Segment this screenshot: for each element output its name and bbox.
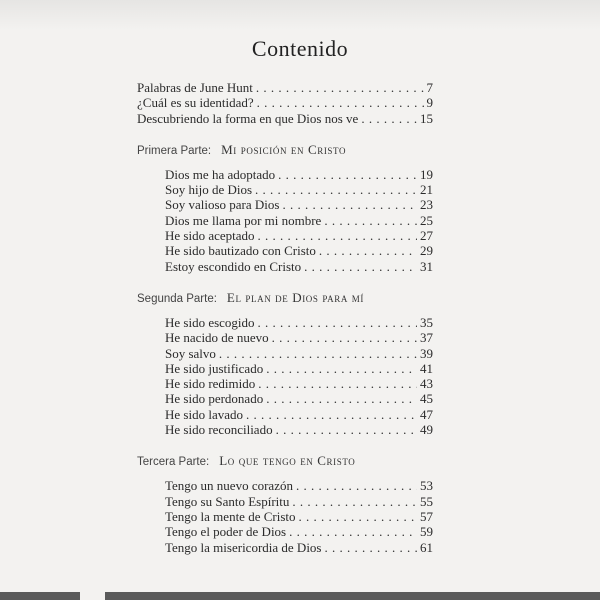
intro-section <box>137 80 433 126</box>
toc-entry-page: 55 <box>420 493 433 509</box>
toc-entry <box>165 422 433 437</box>
toc-entry <box>137 80 433 95</box>
leader-dots <box>256 80 424 95</box>
toc-entry-page: 35 <box>420 314 433 330</box>
part-title: El plan de Dios para mí <box>226 289 364 305</box>
leader-dots <box>292 494 417 509</box>
toc-entry <box>165 259 433 274</box>
toc-entry <box>165 330 433 345</box>
leader-dots <box>278 167 417 182</box>
toc-entry-label: He sido escogido <box>165 314 255 330</box>
toc-entry-label: Descubriendo la forma en que Dios nos ve <box>137 110 359 126</box>
toc-entry <box>165 509 433 524</box>
toc-entry <box>165 478 433 493</box>
toc-entry-label: Soy valioso para Dios <box>165 197 280 213</box>
toc-entry-page: 45 <box>420 391 433 407</box>
leader-dots <box>258 376 417 391</box>
toc-entry-label: He sido perdonado <box>165 391 264 407</box>
toc-entry-page: 31 <box>420 258 433 274</box>
toc-entry-page: 7 <box>426 80 433 95</box>
toc-entry <box>165 213 433 228</box>
leader-dots <box>289 524 417 539</box>
page-bottom-edge <box>0 592 600 600</box>
toc-entry-label: He sido reconciliado <box>165 422 273 438</box>
toc-entry-page: 61 <box>420 539 433 555</box>
leader-dots <box>299 509 417 524</box>
toc-entry <box>165 182 433 197</box>
part-title: Lo que tengo en Cristo <box>219 453 356 469</box>
toc-entry-label: He sido redimido <box>165 376 256 392</box>
toc-entry <box>165 376 433 391</box>
toc-entry-page: 19 <box>420 166 433 182</box>
part-title: Mi posición en Cristo <box>221 141 347 157</box>
toc-entry-label: He sido lavado <box>165 406 243 422</box>
toc-entry-page: 41 <box>420 360 433 376</box>
toc-entry-page: 21 <box>420 182 433 198</box>
toc-entry <box>165 407 433 422</box>
toc-entry-label: Soy hijo de Dios <box>165 182 253 198</box>
toc-entry-page: 9 <box>426 95 433 111</box>
toc-entry-page: 49 <box>420 422 433 438</box>
toc-entry <box>165 243 433 258</box>
toc-entry <box>165 197 433 212</box>
leader-dots <box>319 243 417 258</box>
toc-entry <box>165 361 433 376</box>
leader-dots <box>304 259 417 274</box>
toc-entry-label: Dios me llama por mi nombre <box>165 212 322 228</box>
part-label: Tercera Parte: <box>137 456 210 469</box>
toc-entry-label: Palabras de June Hunt <box>137 80 253 95</box>
toc-entry <box>165 167 433 182</box>
leader-dots <box>276 422 417 437</box>
part-label: Primera Parte: <box>137 144 212 157</box>
leader-dots <box>255 182 417 197</box>
toc-entry-label: He sido justificado <box>165 360 264 376</box>
toc-entry <box>165 346 433 361</box>
leader-dots <box>272 330 417 345</box>
toc-entry-label: He sido aceptado <box>165 228 255 244</box>
part-heading <box>137 142 433 159</box>
toc-entry-page: 25 <box>420 212 433 228</box>
leader-dots <box>361 111 417 126</box>
leader-dots <box>246 407 417 422</box>
part-entries <box>137 167 433 274</box>
table-of-contents <box>137 80 433 555</box>
toc-entry <box>165 494 433 509</box>
toc-entry-page: 47 <box>420 406 433 422</box>
toc-entry <box>165 391 433 406</box>
part-heading <box>137 453 433 470</box>
toc-entry-label: Soy salvo <box>165 345 216 361</box>
toc-entry-label: He sido bautizado con Cristo <box>165 243 316 259</box>
toc-entry-label: Tengo el poder de Dios <box>165 524 287 540</box>
toc-entry <box>165 540 433 555</box>
part-entries <box>137 478 433 554</box>
part-entries <box>137 315 433 437</box>
toc-entry-label: Dios me ha adoptado <box>165 166 276 182</box>
toc-entry-page: 27 <box>420 228 433 244</box>
leader-dots <box>219 346 417 361</box>
part-label: Segunda Parte: <box>137 292 217 305</box>
toc-entry-label: Tengo la mente de Cristo <box>165 508 296 524</box>
edge-gap <box>80 592 105 600</box>
toc-entry <box>165 524 433 539</box>
toc-entry-page: 15 <box>420 110 433 126</box>
toc-entry-label: He nacido de nuevo <box>165 330 269 346</box>
toc-entry <box>165 315 433 330</box>
toc-entry-page: 43 <box>420 376 433 392</box>
leader-dots <box>296 478 417 493</box>
page-title: Contenido <box>251 36 349 61</box>
toc-entry-label: ¿Cuál es su identidad? <box>137 95 254 111</box>
toc-entry-label: Estoy escondido en Cristo <box>165 258 302 274</box>
leader-dots <box>266 391 417 406</box>
leader-dots <box>257 95 424 110</box>
toc-entry-page: 53 <box>420 478 433 494</box>
leader-dots <box>258 228 417 243</box>
toc-entry-page: 59 <box>420 524 433 540</box>
toc-entry <box>137 111 433 126</box>
leader-dots <box>324 213 417 228</box>
toc-entry-page: 57 <box>420 508 433 524</box>
toc-entry <box>165 228 433 243</box>
toc-entry-page: 29 <box>420 243 433 259</box>
page-top-shadow <box>0 0 600 30</box>
toc-entry-page: 39 <box>420 345 433 361</box>
leader-dots <box>325 540 418 555</box>
toc-entry <box>137 95 433 110</box>
leader-dots <box>266 361 417 376</box>
part-heading <box>137 290 433 307</box>
toc-entry-page: 37 <box>420 330 433 346</box>
toc-entry-label: Tengo su Santo Espíritu <box>165 493 290 509</box>
leader-dots <box>282 197 417 212</box>
toc-entry-page: 23 <box>420 197 433 213</box>
toc-entry-label: Tengo la misericordia de Dios <box>165 539 322 555</box>
toc-entry-label: Tengo un nuevo corazón <box>165 478 293 494</box>
leader-dots <box>258 315 417 330</box>
